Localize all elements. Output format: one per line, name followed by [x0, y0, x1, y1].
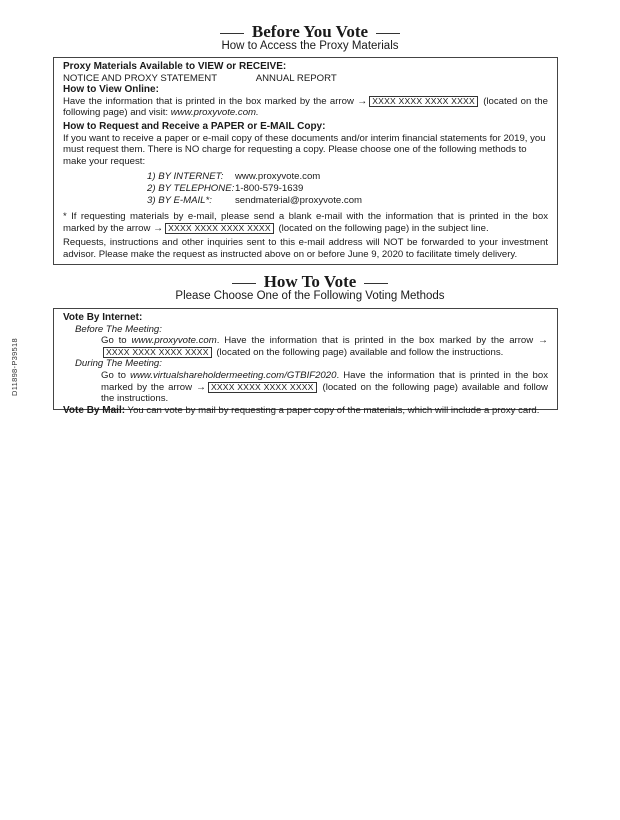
- proxyvote-vote-link[interactable]: www.proxyvote.com: [131, 335, 217, 347]
- arrow-icon: →: [538, 335, 549, 347]
- notice-doc: NOTICE AND PROXY STATEMENT: [63, 72, 217, 84]
- view-text-post: (located on the following page) and visit:: [63, 95, 548, 119]
- before-mid-text: . Have the information that is printed in the box marked by the arrow: [216, 335, 534, 347]
- vote-internet-heading: Vote By Internet:: [63, 312, 143, 323]
- request-methods: [147, 171, 548, 206]
- control-number-box: XXXX XXXX XXXX XXXX: [208, 382, 317, 393]
- annual-report-doc: ANNUAL REPORT: [255, 72, 337, 84]
- proxyvote-link[interactable]: www.proxyvote.com.: [170, 107, 259, 119]
- footer-note: Requests, instructions and other inquiries sent to this e-mail address will NOT be forwarded to your investment advisor. Please make the request as instructed above on or before June 9, 2020 to facilitate timely delivery.: [63, 237, 548, 260]
- title-rule-right: [376, 33, 400, 34]
- method-phone-number: 1-800-579-1639: [235, 182, 304, 194]
- vote-mail-heading: Vote By Mail:: [63, 404, 126, 416]
- arrow-icon: →: [357, 95, 368, 107]
- method-internet: [147, 171, 548, 183]
- during-post-text: (located on the following page) available and follow the instructions.: [101, 381, 548, 405]
- virtual-meeting-link[interactable]: www.virtualshareholdermeeting.com/GTBIF2020: [130, 369, 337, 381]
- method-email-link[interactable]: sendmaterial@proxyvote.com: [235, 194, 363, 206]
- before-meeting-label: Before The Meeting:: [75, 323, 162, 335]
- view-text-pre: Have the information that is printed in the box marked by the arrow: [63, 95, 354, 107]
- arrow-icon: →: [153, 222, 164, 234]
- before-post-text: (located on the following page) available and follow the instructions.: [216, 346, 504, 358]
- before-you-vote-title: [0, 22, 620, 42]
- method-label: 3) BY E-MAIL*:: [147, 194, 212, 206]
- during-meeting-label: During The Meeting:: [75, 358, 162, 370]
- vote-mail-row: [63, 405, 548, 417]
- control-number-box: XXXX XXXX XXXX XXXX: [165, 223, 274, 234]
- email-note-pre: * If requesting materials by e-mail, please send a blank e-mail with the information that is printed in the box marked by the arrow: [63, 211, 548, 234]
- proxy-materials-box: [53, 57, 558, 265]
- method-email: [147, 195, 548, 207]
- section-title-text: Before You Vote: [251, 22, 369, 41]
- access-subtitle: How to Access the Proxy Materials: [221, 40, 399, 52]
- title-rule-right: [364, 283, 388, 284]
- title-rule-left: [220, 33, 244, 34]
- before-go-to: Go to: [101, 335, 127, 347]
- during-mid-text: . Have the information that is printed in the box marked by the arrow: [101, 369, 548, 393]
- during-meeting-text: [101, 370, 548, 405]
- method-internet-link[interactable]: www.proxyvote.com: [235, 171, 321, 183]
- available-heading: Proxy Materials Available to VIEW or RECEIVE:: [63, 61, 287, 72]
- method-label: 1) BY INTERNET:: [147, 171, 224, 183]
- before-meeting-text: [101, 335, 548, 358]
- control-number-box: XXXX XXXX XXXX XXXX: [369, 96, 478, 107]
- method-label: 2) BY TELEPHONE:: [147, 182, 235, 194]
- arrow-icon: →: [195, 381, 206, 393]
- title-rule-left: [232, 283, 256, 284]
- vote-mail-text: You can vote by mail by requesting a paper copy of the materials, which will include a proxy card.: [127, 404, 540, 416]
- email-note-post: (located on the following page) in the subject line.: [278, 222, 489, 234]
- view-online-heading: How to View Online:: [63, 84, 159, 96]
- vote-methods-box: [53, 308, 558, 416]
- request-text: If you want to receive a paper or e-mail copy of these documents and/or interim financial statements for 2019, you must request them. There is NO charge for requesting a copy. Please choose one of the following methods to make your request:: [63, 132, 546, 167]
- how-to-vote-title: [0, 272, 620, 292]
- view-online-text: [63, 96, 548, 119]
- control-number-box: XXXX XXXX XXXX XXXX: [103, 347, 212, 358]
- voting-methods-subtitle: Please Choose One of the Following Voting Methods: [175, 290, 445, 302]
- during-go-to: Go to: [101, 369, 126, 381]
- section-title-text: How To Vote: [263, 272, 357, 291]
- request-heading: How to Request and Receive a PAPER or E-MAIL Copy:: [63, 120, 326, 132]
- document-side-code: D11898-P39518: [10, 338, 19, 396]
- email-note: [63, 211, 548, 234]
- method-telephone: [147, 183, 548, 195]
- documents-row: [63, 73, 548, 85]
